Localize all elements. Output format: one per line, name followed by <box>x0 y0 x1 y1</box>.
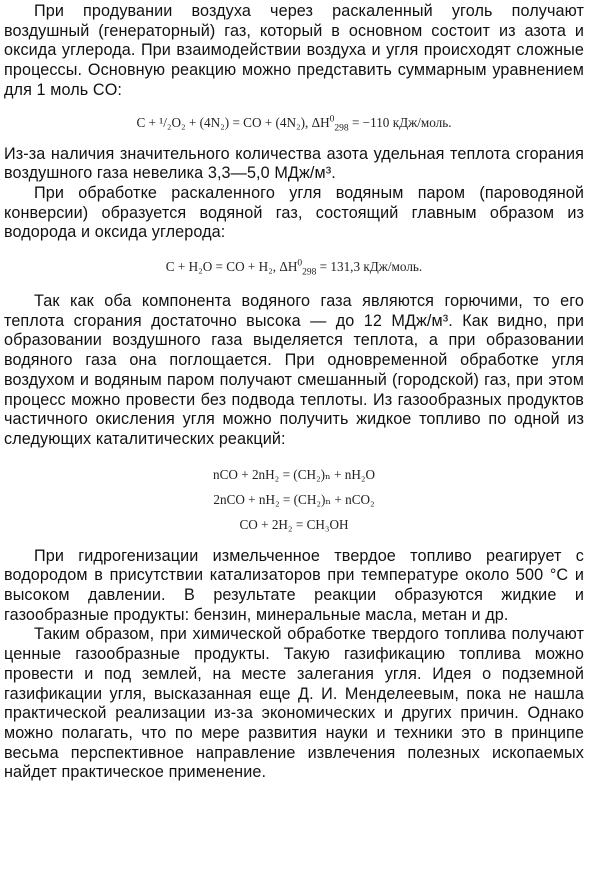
document-page <box>4 2 584 783</box>
equation-catalytic: CO + 2H₂ = CH₃OH <box>239 516 349 532</box>
catalytic-equations <box>4 462 584 537</box>
paragraph-hydrogenation: При гидрогенизации измельченное твердое топливо реагирует с водородом в присутствии катализаторов при температуре около 500 °C и высоком давлении. В результате реакции образуются жидкие и газообразные продукты: бензин, минеральные масла, метан и др. <box>4 546 584 624</box>
equation-catalytic: 2nCO + nH₂ = (CH₂)ₙ + nCO₂ <box>213 491 375 507</box>
equation-air-gas-rhs: = −110 кДж/моль. <box>351 114 452 130</box>
equation-water-gas-lhs: C + H₂O = CO + H₂, <box>165 259 277 275</box>
equation-air-gas-lhs: C + ¹/₂O₂ + (4N₂) = CO + (4N₂), <box>136 114 309 130</box>
equation-air-gas <box>4 114 584 134</box>
paragraph-gasification: Таким образом, при химической обработке твердого топлива получают ценные газообразные продукты. Такую газификацию топлива можно провести и под землей, на месте залегания угля. Идея о подземной газификации угля, высказанная еще Д. И. Менделеевым, пока не нашла практической реализации из-за экономических и других причин. Однако можно полагать, что по мере развития науки и техники это в принципе весьма перспективное направление извлечения полезных ископаемых найдет практическое применение. <box>4 625 584 782</box>
equation-water-gas-rhs: = 131,3 кДж/моль. <box>319 259 423 275</box>
paragraph-combustion-heat: Так как оба компонента водяного газа являются горючими, то его теплота сгорания достаточно высока — до 12 МДж/м³. Как видно, при образовании воздушного газа выделяется теплота, а при образовании водяного газа она поглощается. При одновременной обработке угля воздухом и водяным паром получают смешанный (городской) газ, при этом процесс можно провести без подвода теплоты. Из газообразных продуктов частичного окисления угля можно получить жидкое топливо по одной из следующих каталитических реакций: <box>4 292 584 448</box>
enthalpy-symbol: $\Delta H^0_{298}$ <box>279 258 317 278</box>
equation-catalytic: nCO + 2nH₂ = (CH₂)ₙ + nH₂O <box>213 466 375 482</box>
enthalpy-symbol: $\Delta H^0_{298}$ <box>311 114 349 134</box>
paragraph-water-gas: При обработке раскаленного угля водяным паром (пароводяной конверсии) образуется водяной газ, состоящий главным образом из водорода и оксида углерода: <box>4 183 584 242</box>
equation-water-gas <box>4 258 584 278</box>
paragraph-air-gas-heat: Из-за наличия значительного количества азота удельная теплота сгорания воздушного газа невелика 3,3—5,0 МДж/м³. <box>4 144 584 183</box>
paragraph-air-gas: При продувании воздуха через раскаленный уголь получают воздушный (генераторный) газ, который в основном состоит из азота и оксида углерода. При взаимодействии воздуха и угля происходят сложные процессы. Основную реакцию можно представить суммарным уравнением для 1 моль CO: <box>4 2 584 99</box>
